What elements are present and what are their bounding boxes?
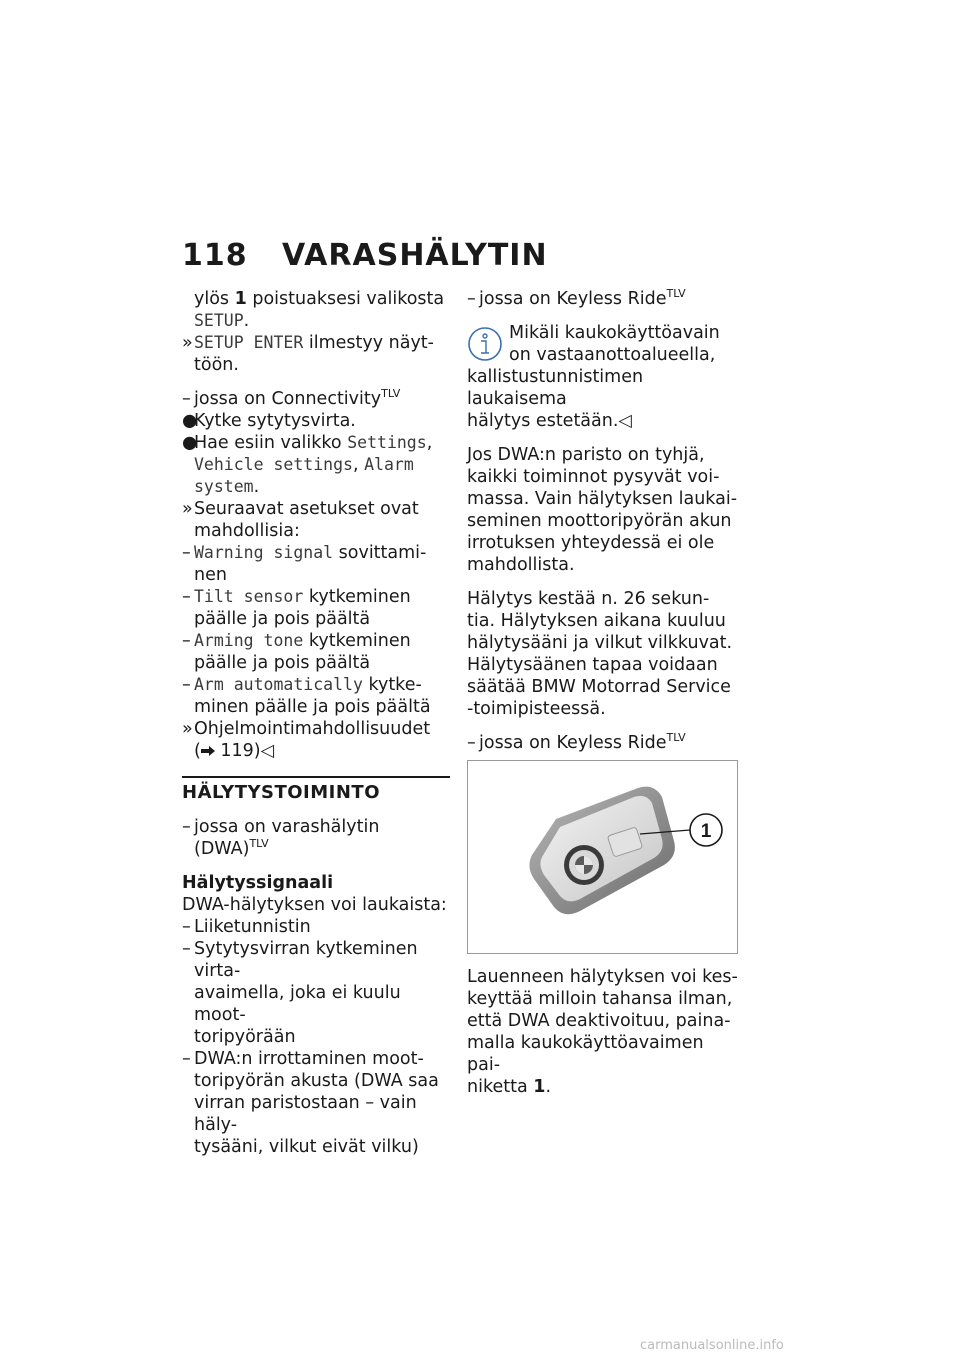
condition-dwa: – jossa on varashälytin (DWA)$^{TLV}$ (182, 817, 380, 859)
tlv-badge: TLV (666, 731, 686, 745)
step-menu: ● Hae esiin valikko Settings, Vehicle settings, Alarm system. (182, 433, 433, 497)
subheading: Hälytyssignaali (182, 873, 334, 893)
paragraph-cancel: Lauenneen hälytyksen voi kes- keyttää milloin tahansa ilman, että DWA deaktivoituu, paina- malla kaukokäyttöavaimen pai- niketta 1. (467, 967, 738, 1097)
watermark: carmanualsonline.info (640, 1338, 784, 1353)
list-item: – Sytytysvirran kytkeminen virta- avaimella, joka ei kuulu moot- toripyörään (182, 939, 418, 1047)
key-fob-figure (467, 760, 738, 954)
section-heading: HÄLYTYSTOIMINTO (182, 782, 381, 803)
info-note: Mikäli kaukokäyttöavain on vastaanottoalueella, (467, 322, 742, 366)
option-tilt-sensor: – Tilt sensor kytkeminen päälle ja pois päältä (182, 587, 411, 629)
result-programming: » Ohjelmointimahdollisuudet ( 119)◁ (182, 719, 431, 761)
condition-keyless-2: – jossa on Keyless Ride$^{TLV}$ (467, 731, 686, 753)
condition-keyless: – jossa on Keyless Ride$^{TLV}$ (467, 287, 686, 309)
tlv-badge: TLV (381, 387, 401, 401)
list-item: – Liiketunnistin (182, 917, 311, 937)
tlv-badge: TLV (666, 287, 686, 301)
paragraph-duration: Hälytys kestää n. 26 sekun- tia. Hälytyksen aikana kuuluu hälytysääni ja vilkut vilkkuvat. Hälytysäänen tapaa voidaan säätää BMW Motorrad Service -toimipisteessä. (467, 589, 733, 719)
end-marker-icon: ◁ (618, 411, 632, 431)
page-reference-arrow-icon (201, 741, 215, 761)
callout-label: 1 (700, 821, 712, 842)
paragraph-setup: ylös 1 poistuaksesi valikosta SETUP. (194, 289, 445, 331)
right-column (467, 288, 742, 1098)
step-ignition: ● Kytke sytytysvirta. (182, 411, 356, 431)
key-fob-illustration (468, 761, 737, 953)
result-marker-icon: » (182, 499, 193, 519)
info-icon (467, 326, 503, 362)
option-arming-tone: – Arming tone kytkeminen päälle ja pois päältä (182, 631, 411, 673)
option-arm-automatically: – Arm automatically kytke- minen päälle ja pois päältä (182, 675, 431, 717)
bullet-icon: ● (182, 411, 198, 431)
result-marker-icon: » (182, 333, 193, 353)
list-item: – DWA:n irrottaminen moot- toripyörän akusta (DWA saa virran paristostaan – vain häly- tysääni, vilkut eivät vilku) (182, 1049, 439, 1157)
condition-connectivity: – jossa on Connectivity$^{TLV}$ (182, 387, 401, 409)
section-divider (182, 776, 450, 778)
left-column (182, 288, 450, 1158)
paragraph-battery: Jos DWA:n paristo on tyhjä, kaikki toiminnot pysyvät voi- massa. Vain hälytyksen laukai- seminen moottoripyörän akun irrotuksen yhteydessä ei ole mahdollista. (467, 445, 738, 575)
result-setup-enter: » SETUP ENTER ilmestyy näyt- töön. (182, 333, 434, 375)
section-title: VARASHÄLYTIN (282, 238, 548, 273)
menu-setup: SETUP (194, 311, 244, 330)
option-warning-signal: – Warning signal sovittami- nen (182, 543, 427, 585)
bullet-icon: ● (182, 433, 198, 453)
paragraph-trigger: DWA-hälytyksen voi laukaista: (182, 895, 447, 915)
result-marker-icon: » (182, 719, 193, 739)
result-settings: » Seuraavat asetukset ovat mahdollisia: (182, 499, 419, 541)
info-note-cont: kallistustunnistimen laukaisema hälytys estetään.◁ (467, 367, 644, 431)
page-reference[interactable]: 119) (214, 741, 261, 761)
page-number: 118 (182, 238, 248, 273)
end-marker-icon: ◁ (260, 741, 275, 761)
tlv-badge: TLV (249, 837, 269, 851)
page-header (182, 238, 548, 273)
